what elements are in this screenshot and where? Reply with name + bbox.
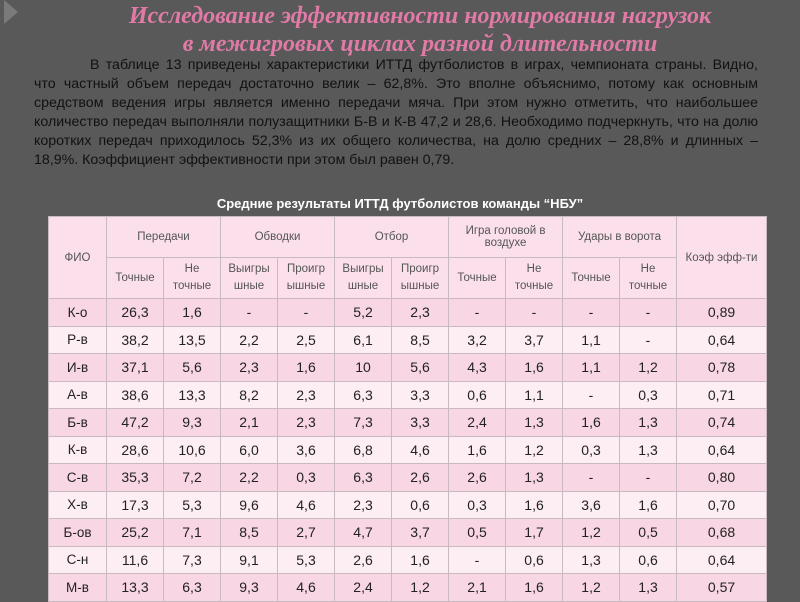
table-cell: 47,2 (107, 409, 164, 437)
table-cell: 1,2 (563, 519, 620, 547)
efficiency-cell: 0,68 (677, 519, 767, 547)
table-cell: 3,7 (506, 326, 563, 354)
table-cell: - (221, 299, 278, 327)
table-cell: 17,3 (107, 491, 164, 519)
table-cell: 1,2 (620, 354, 677, 382)
table-cell: 2,3 (221, 354, 278, 382)
table-cell: 1,6 (449, 436, 506, 464)
efficiency-cell: 0,78 (677, 354, 767, 382)
table-cell: 0,5 (449, 519, 506, 547)
table-cell: 2,3 (392, 299, 449, 327)
table-cell: - (620, 299, 677, 327)
table-cell: - (563, 299, 620, 327)
slide-bullet-arrow (4, 0, 18, 24)
body-paragraph: В таблице 13 приведены характеристики ИТТД футболистов в играх, чемпионата страны. Видно, что частный объем передач достаточно велик – 62,8%. Это вполне объяснимо, потому как основным средством ведения игры является именно передачи мяча. При этом нужно отметить, что наибольшее количество передач выполняли полузащитники Б-В и К-В 47,2 и 28,6. Необходимо подчеркнуть, что на долю коротких передач приходилось 52,3% из их общего количества, на долю средних – 28,8% и длинных – 18,9%. Коэффициент эффективности при этом был равен 0,79. (34, 57, 758, 168)
table-cell: 3,7 (392, 519, 449, 547)
table-cell: 0,3 (620, 381, 677, 409)
subheader-cell: Выигры шные (221, 258, 278, 299)
table-cell: 28,6 (107, 436, 164, 464)
player-name-cell: Б-в (49, 409, 107, 437)
table-cell: 5,6 (392, 354, 449, 382)
table-cell: 1,3 (563, 546, 620, 574)
table-row (49, 491, 767, 519)
table-cell: 0,6 (392, 491, 449, 519)
table-cell: 1,2 (506, 436, 563, 464)
table-cell: 2,5 (278, 326, 335, 354)
table-cell: - (620, 464, 677, 492)
player-name-cell: А-в (49, 381, 107, 409)
table-cell: 9,6 (221, 491, 278, 519)
table-row (49, 354, 767, 382)
table-cell: 0,6 (506, 546, 563, 574)
subheader-cell: Проигр ышные (278, 258, 335, 299)
player-name-cell: Б-ов (49, 519, 107, 547)
efficiency-cell: 0,70 (677, 491, 767, 519)
table-cell: 0,6 (620, 546, 677, 574)
table-cell: 0,6 (449, 381, 506, 409)
table-cell: 35,3 (107, 464, 164, 492)
table-cell: 9,1 (221, 546, 278, 574)
results-table (48, 216, 767, 602)
subheader-cell: Выигры шные (335, 258, 392, 299)
table-cell: 1,3 (620, 436, 677, 464)
table-cell: 2,3 (278, 381, 335, 409)
table-cell: 13,3 (164, 381, 221, 409)
player-name-cell: К-в (49, 436, 107, 464)
table-cell: - (278, 299, 335, 327)
table-cell: 5,2 (335, 299, 392, 327)
table-cell: 4,6 (278, 574, 335, 602)
table-cell: 3,3 (392, 381, 449, 409)
slide-title (40, 2, 800, 58)
table-cell: 2,1 (221, 409, 278, 437)
subheader-cell: Точные (563, 258, 620, 299)
table-cell: 5,3 (278, 546, 335, 574)
table-row (49, 381, 767, 409)
table-cell: 0,5 (620, 519, 677, 547)
column-header-fio: ФИО (49, 217, 107, 299)
table-cell: 38,6 (107, 381, 164, 409)
table-cell: 1,1 (563, 354, 620, 382)
table-cell: 9,3 (221, 574, 278, 602)
subheader-cell: Проигр ышные (392, 258, 449, 299)
table-cell: 3,6 (563, 491, 620, 519)
table-cell: 1,3 (620, 409, 677, 437)
player-name-cell: С-н (49, 546, 107, 574)
table-cell: - (620, 326, 677, 354)
table-cell: 1,6 (506, 491, 563, 519)
player-name-cell: Р-в (49, 326, 107, 354)
table-cell: 4,3 (449, 354, 506, 382)
efficiency-cell: 0,64 (677, 326, 767, 354)
table-cell: 6,8 (335, 436, 392, 464)
subheader-cell: Не точные (620, 258, 677, 299)
subheader-cell: Точные (449, 258, 506, 299)
efficiency-cell: 0,80 (677, 464, 767, 492)
column-group-tackles: Отбор (335, 217, 449, 258)
table-cell: 11,6 (107, 546, 164, 574)
subheader-cell: Не точные (164, 258, 221, 299)
results-table-container (48, 216, 766, 600)
column-group-dribbles: Обводки (221, 217, 335, 258)
player-name-cell: Х-в (49, 491, 107, 519)
efficiency-cell: 0,74 (677, 409, 767, 437)
table-cell: 0,3 (278, 464, 335, 492)
table-cell: 1,6 (506, 354, 563, 382)
table-cell: 1,6 (392, 546, 449, 574)
table-cell: 2,7 (278, 519, 335, 547)
table-cell: 1,3 (506, 409, 563, 437)
table-cell: 8,5 (221, 519, 278, 547)
table-cell: 37,1 (107, 354, 164, 382)
table-cell: 2,1 (449, 574, 506, 602)
table-cell: 7,2 (164, 464, 221, 492)
table-cell: 3,2 (449, 326, 506, 354)
table-cell: 26,3 (107, 299, 164, 327)
table-cell: 1,3 (620, 574, 677, 602)
table-header-row-sub (49, 258, 767, 299)
table-cell: - (563, 464, 620, 492)
table-header-row-groups (49, 217, 767, 258)
table-cell: 1,6 (563, 409, 620, 437)
table-cell: 6,3 (335, 464, 392, 492)
table-cell: 1,1 (506, 381, 563, 409)
table-cell: 7,3 (164, 546, 221, 574)
table-row (49, 546, 767, 574)
table-cell: 2,6 (392, 464, 449, 492)
table-cell: 4,7 (335, 519, 392, 547)
table-cell: 9,3 (164, 409, 221, 437)
column-group-headers: Игра головой в воздухе (449, 217, 563, 258)
table-cell: - (563, 381, 620, 409)
table-cell: 2,4 (449, 409, 506, 437)
table-cell: 1,6 (620, 491, 677, 519)
table-row (49, 299, 767, 327)
table-cell: 6,3 (164, 574, 221, 602)
column-header-efficiency: Коэф эфф-ти (677, 217, 767, 299)
table-cell: 7,1 (164, 519, 221, 547)
table-row (49, 326, 767, 354)
table-cell: 5,3 (164, 491, 221, 519)
column-group-shots: Удары в ворота (563, 217, 677, 258)
efficiency-cell: 0,89 (677, 299, 767, 327)
table-cell: 2,4 (335, 574, 392, 602)
table-cell: 4,6 (392, 436, 449, 464)
table-cell: 1,1 (563, 326, 620, 354)
column-group-passes: Передачи (107, 217, 221, 258)
table-cell: 2,3 (335, 491, 392, 519)
table-cell: 3,6 (278, 436, 335, 464)
table-cell: 6,0 (221, 436, 278, 464)
table-cell: 1,3 (506, 464, 563, 492)
table-row (49, 519, 767, 547)
table-cell: 10,6 (164, 436, 221, 464)
player-name-cell: К-о (49, 299, 107, 327)
table-cell: - (449, 546, 506, 574)
table-cell: 1,7 (506, 519, 563, 547)
table-row (49, 436, 767, 464)
table-cell: 6,1 (335, 326, 392, 354)
table-row (49, 409, 767, 437)
slide-title-line-1: Исследование эффективности нормирования нагрузок (128, 3, 712, 29)
player-name-cell: М-в (49, 574, 107, 602)
table-cell: 13,5 (164, 326, 221, 354)
table-cell: 2,6 (449, 464, 506, 492)
table-row (49, 574, 767, 602)
table-cell: 1,2 (563, 574, 620, 602)
table-row (49, 464, 767, 492)
efficiency-cell: 0,64 (677, 546, 767, 574)
table-cell: 25,2 (107, 519, 164, 547)
table-cell: 2,3 (278, 409, 335, 437)
table-cell: 13,3 (107, 574, 164, 602)
efficiency-cell: 0,64 (677, 436, 767, 464)
table-cell: 0,3 (563, 436, 620, 464)
table-cell: 1,2 (392, 574, 449, 602)
table-cell: - (506, 299, 563, 327)
player-name-cell: С-в (49, 464, 107, 492)
table-cell: 1,6 (164, 299, 221, 327)
table-cell: 8,2 (221, 381, 278, 409)
table-cell: 10 (335, 354, 392, 382)
table-cell: 1,6 (278, 354, 335, 382)
table-cell: 3,3 (392, 409, 449, 437)
subheader-cell: Точные (107, 258, 164, 299)
table-cell: 6,3 (335, 381, 392, 409)
table-cell: - (449, 299, 506, 327)
subheader-cell: Не точные (506, 258, 563, 299)
table-cell: 2,6 (335, 546, 392, 574)
table-cell: 1,6 (506, 574, 563, 602)
table-cell: 38,2 (107, 326, 164, 354)
table-cell: 2,2 (221, 326, 278, 354)
slide-title-line-2: в межигровых циклах разной длительности (182, 31, 658, 57)
table-cell: 0,3 (449, 491, 506, 519)
table-cell: 7,3 (335, 409, 392, 437)
table-body (49, 299, 767, 602)
table-cell: 4,6 (278, 491, 335, 519)
efficiency-cell: 0,71 (677, 381, 767, 409)
table-cell: 8,5 (392, 326, 449, 354)
efficiency-cell: 0,57 (677, 574, 767, 602)
table-cell: 5,6 (164, 354, 221, 382)
table-cell: 2,2 (221, 464, 278, 492)
player-name-cell: И-в (49, 354, 107, 382)
table-caption: Средние результаты ИТТД футболистов команды “НБУ” (216, 196, 584, 211)
